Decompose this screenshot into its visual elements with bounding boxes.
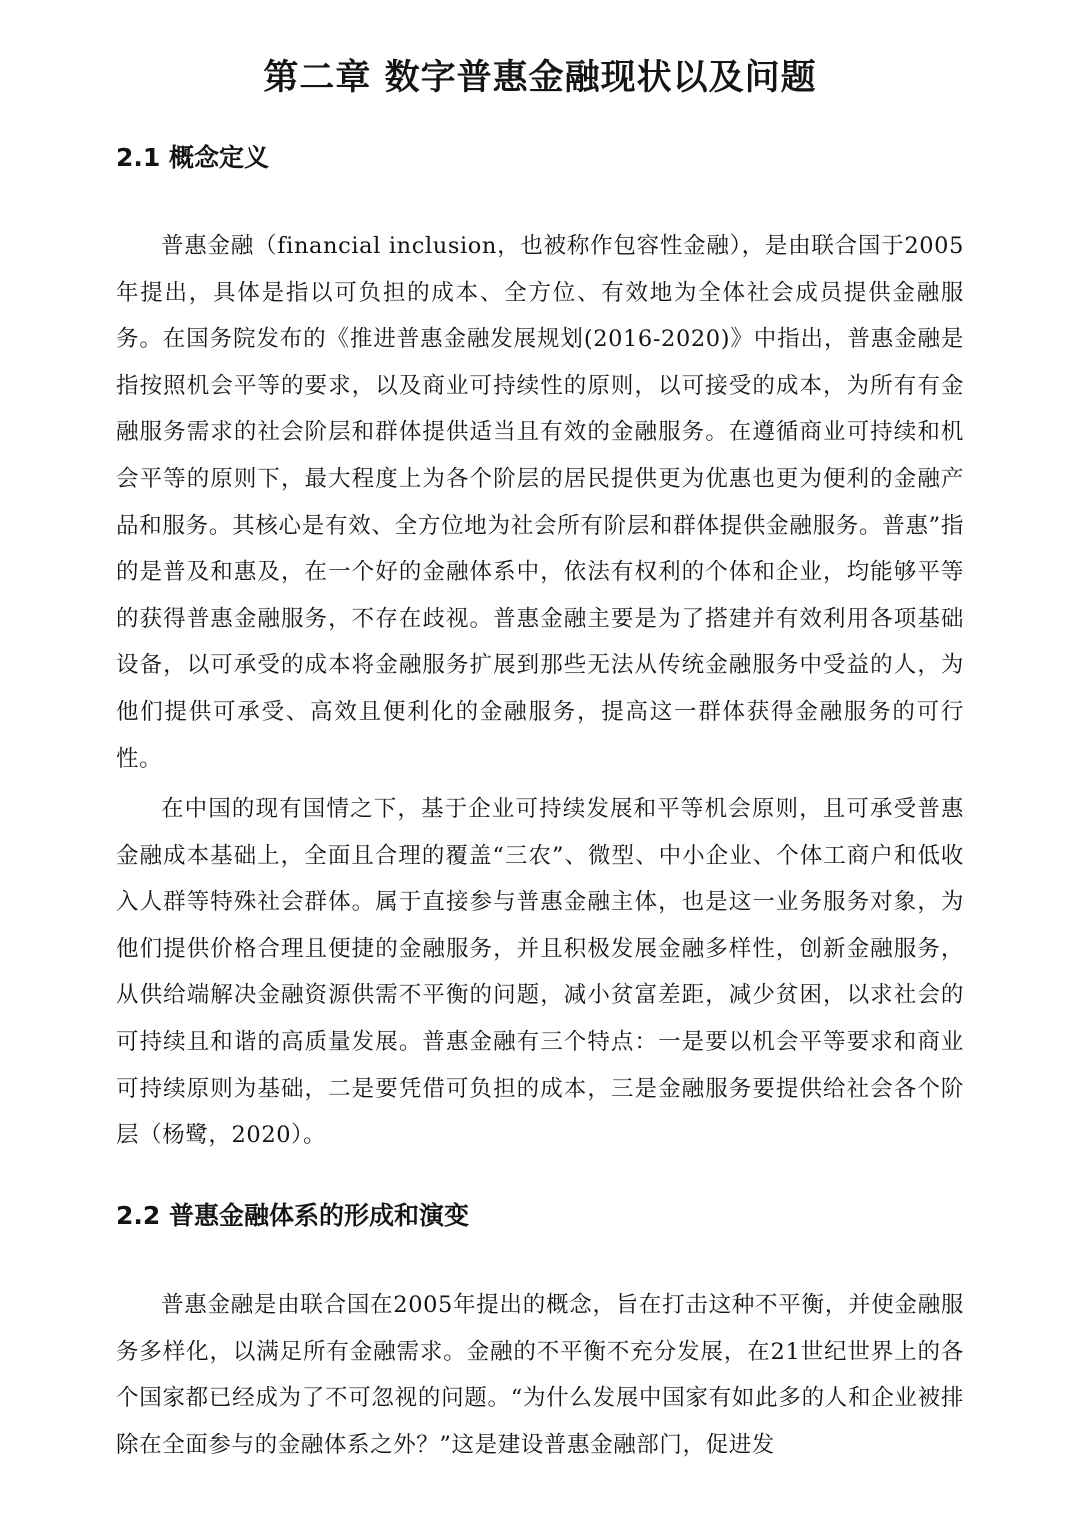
paragraph: 在中国的现有国情之下，基于企业可持续发展和平等机会原则，且可承受普惠金融成本基础上，全面且合理的覆盖“三农”、微型、中小企业、个体工商户和低收入人群等特殊社会群体。属于直接参与普惠金融主体，也是这一业务服务对象，为他们提供价格合理且便捷的金融服务，并且积极发展金融多样性，创新金融服务，从供给端解决金融资源供需不平衡的问题，减小贫富差距，减少贫困，以求社会的可持续且和谐的高质量发展。普惠金融有三个特点：一是要以机会平等要求和商业可持续原则为基础，二是要凭借可负担的成本，三是金融服务要提供给社会各个阶层（杨鹭，2020）。 [116,796,964,1149]
paragraph: 普惠金融是由联合国在2005年提出的概念，旨在打击这种不平衡，并使金融服务多样化，以满足所有金融需求。金融的不平衡不充分发展，在21世纪世界上的各个国家都已经成为了不可忽视的问题。“为什么发展中国家有如此多的人和企业被排除在全面参与的金融体系之外？”这是建设普惠金融部门，促进发 [116,1292,964,1458]
paragraph: 普惠金融（financial inclusion，也被称作包容性金融），是由联合国于2005年提出，具体是指以可负担的成本、全方位、有效地为全体社会成员提供金融服务。在国务院发布的《推进普惠金融发展规划(2016-2020)》中指出，普惠金融是指按照机会平等的要求，以及商业可持续性的原则，以可接受的成本，为所有有金融服务需求的社会阶层和群体提供适当且有效的金融服务。在遵循商业可持续和机会平等的原则下，最大程度上为各个阶层的居民提供更为优惠也更为便利的金融产品和服务。其核心是有效、全方位地为社会所有阶层和群体提供金融服务。普惠”指的是普及和惠及，在一个好的金融体系中，依法有权利的个体和企业，均能够平等的获得普惠金融服务，不存在歧视。普惠金融主要是为了搭建并有效利用各项基础设备，以可承受的成本将金融服务扩展到那些无法从传统金融服务中受益的人，为他们提供可承受、高效且便利化的金融服务，提高这一群体获得金融服务的可行性。 [116,233,964,772]
section-heading-2-1: 2.1 概念定义 [116,143,269,172]
chapter-title: 第二章 数字普惠金融现状以及问题 [263,58,817,98]
section-heading-2-2: 2.2 普惠金融体系的形成和演变 [116,1201,469,1230]
